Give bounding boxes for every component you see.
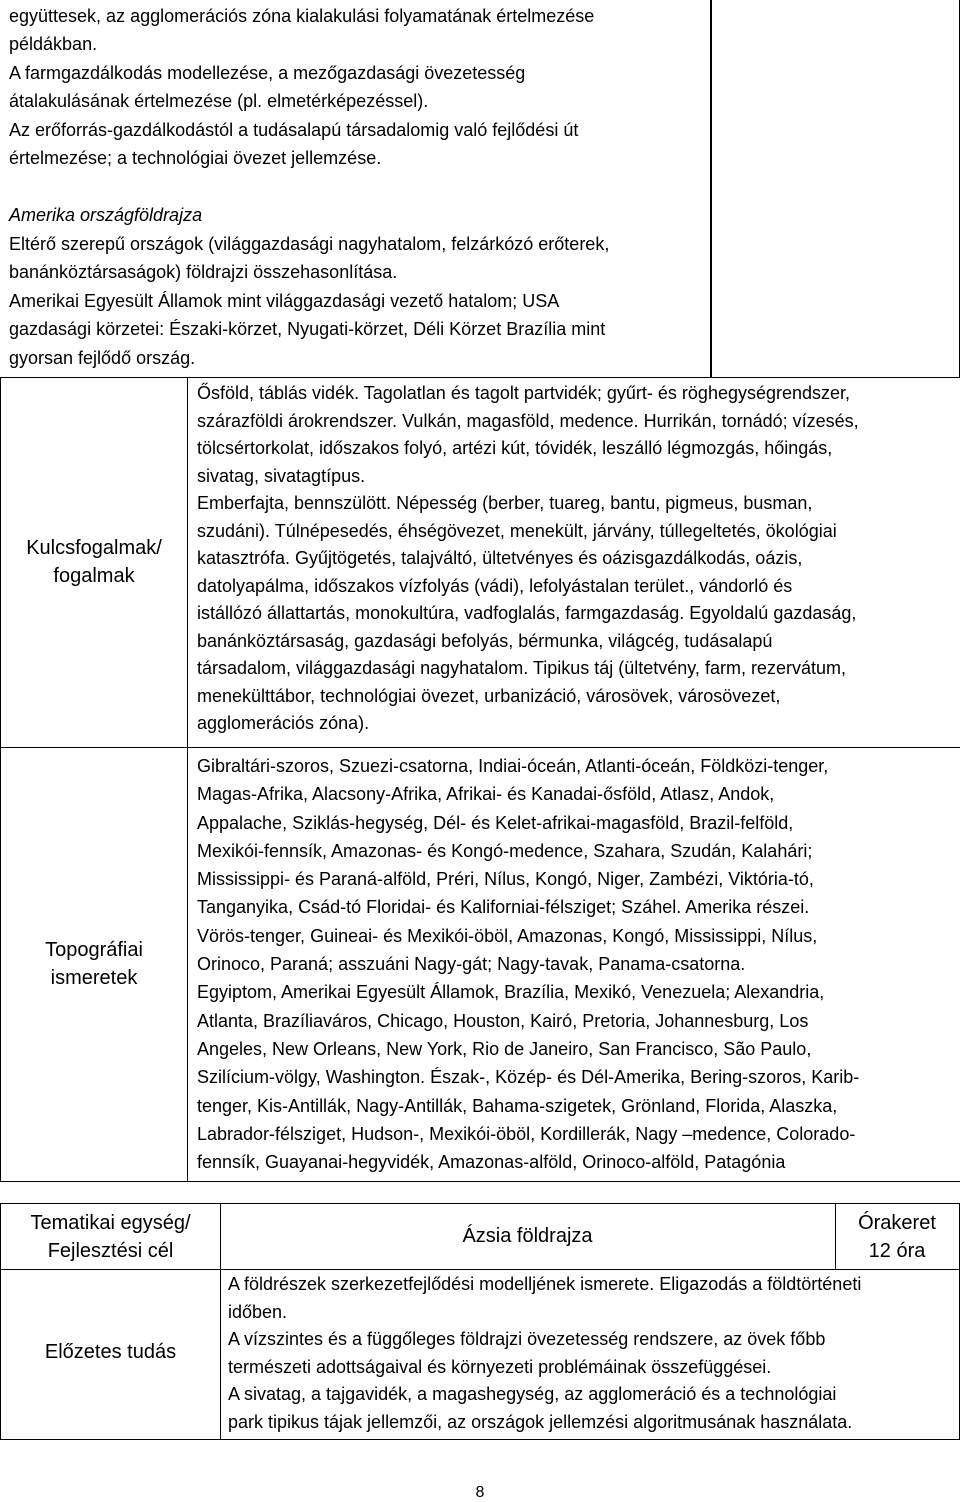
kulcs-line: Emberfajta, bennszülött. Népesség (berber, tuareg, bantu, pigmeus, busman, [197, 493, 813, 513]
orakeret [834, 1209, 960, 1265]
topo-line: fennsík, Guayanai-hegyvidék, Amazonas-alföld, Orinoco-alföld, Patagónia [197, 1152, 786, 1173]
elozetes-line: természeti adottságaival és környezeti problémáinak összefüggései. [228, 1356, 772, 1377]
kulcs-line: katasztrófa. Gyűjtögetés, talajváltó, ültetvényes és oázisgazdálkodás, oázis, [197, 548, 803, 568]
elozetes-line: park tipikus tájak jellemzői, az országok jellemzési algoritmusának használata. [228, 1411, 853, 1432]
topo-line: Atlanta, Brazíliaváros, Chicago, Houston, Kairó, Pretoria, Johannesburg, Los [197, 1010, 809, 1031]
kulcsfogalmak-label-line2: fogalmak [53, 565, 135, 587]
kulcsfogalmak-label [0, 534, 188, 590]
tematikai-label-line2: Fejlesztési cél [47, 1240, 174, 1262]
topografiai-label [0, 936, 188, 992]
topo-line: Szilícium-völgy, Washington. Észak-, Közép- és Dél-Amerika, Bering-szoros, Karib- [197, 1067, 860, 1088]
elozetes-text [228, 1271, 956, 1436]
top-line-3: A farmgazdálkodás modellezése, a mezőgazdasági övezetesség [9, 63, 526, 83]
kulcsfogalmak-text [197, 380, 957, 738]
elozetes-line: A sivatag, a tajgavidék, a magashegység, az agglomeráció és a technológiai [228, 1384, 837, 1404]
topografiai-text [197, 752, 957, 1176]
elozetes-line: időben. [228, 1301, 288, 1322]
topo-line: Tanganyika, Csád-tó Floridai- és Kaliforniai-félsziget; Száhel. Amerika részei. [197, 897, 810, 918]
top-line-4: átalakulásának értelmezése (pl. elmetérképezéssel). [9, 91, 429, 111]
topo-line: Vörös-tenger, Guineai- és Mexikói-öböl, Amazonas, Kongó, Mississippi, Nílus, [197, 925, 818, 946]
page-number: 8 [475, 1484, 485, 1501]
top-line-8: banánköztársaságok) földrajzi összehasonlítása. [9, 262, 398, 282]
top-line-1: együttesek, az agglomerációs zóna kialakulási folyamatának értelmezése [9, 6, 595, 26]
top-line-6: értelmezése; a technológiai övezet jellemzése. [9, 148, 382, 168]
topografiai-label-line2: ismeretek [50, 967, 138, 989]
topo-line: Magas-Afrika, Alacsony-Afrika, Afrikai- és Kanadai-ősföld, Atlasz, Andok, [197, 784, 775, 805]
unit-title: Ázsia földrajza [462, 1225, 593, 1247]
tematikai-label [0, 1209, 221, 1265]
topo-line: Appalache, Sziklás-hegység, Dél- és Kelet-afrikai-magasföld, Brazil-felföld, [197, 812, 794, 833]
tematikai-label-line1: Tematikai egység/ [30, 1212, 191, 1234]
top-right-empty-cell [710, 0, 960, 378]
kulcs-line: szárazföldi árokrendszer. Vulkán, magasföld, medence. Hurrikán, tornádó; vízesés, [197, 410, 859, 431]
top-line-10: gazdasági körzetei: Északi-körzet, Nyugati-körzet, Déli Körzet Brazília mint [9, 319, 606, 339]
elozetes-line: A vízszintes és a függőleges földrajzi övezetesség rendszere, az övek főbb [228, 1329, 826, 1349]
top-line-2: példákban. [9, 34, 98, 54]
kulcsfogalmak-label-line1: Kulcsfogalmak/ [26, 537, 162, 559]
topografiai-label-line1: Topográfiai [45, 939, 143, 961]
kulcs-line: banánköztársaság, gazdasági befolyás, bérmunka, világcég, tudásalapú [197, 630, 773, 651]
topo-line: Gibraltári-szoros, Szuezi-csatorna, Indiai-óceán, Atlanti-óceán, Földközi-tenger, [197, 756, 829, 776]
kulcs-line: tölcsértorkolat, időszakos folyó, artézi kút, tóvidék, leszálló légmozgás, hőingás, [197, 438, 833, 458]
topo-line: Mississippi- és Paraná-alföld, Préri, Nílus, Kongó, Niger, Zambézi, Viktória-tó, [197, 869, 814, 890]
topo-line: Mexikói-fennsík, Amazonas- és Kongó-medence, Szahara, Szudán, Kalahári; [197, 840, 813, 861]
kulcs-line: datolyapálma, időszakos vízfolyás (vádi), lefolyástalan terület., vándorló és [197, 575, 793, 596]
kulcs-line: sivatag, sivatagtípus. [197, 465, 366, 486]
top-line-7: Eltérő szerepű országok (világgazdasági nagyhatalom, felzárkózó erőterek, [9, 234, 610, 254]
topo-line: Labrador-félsziget, Hudson-, Mexikói-öböl, Kordillerák, Nagy –medence, Colorado- [197, 1123, 856, 1144]
top-line-5: Az erőforrás-gazdálkodástól a tudásalapú társadalomig való fejlődési út [9, 120, 579, 140]
topo-line: Egyiptom, Amerikai Egyesült Államok, Brazília, Mexikó, Venezuela; Alexandria, [197, 982, 825, 1003]
topo-line: Angeles, New Orleans, New York, Rio de Janeiro, San Francisco, São Paulo, [197, 1038, 812, 1059]
kulcs-line: társadalom, világgazdasági nagyhatalom. Tipikus táj (ültetvény, farm, rezervátum, [197, 658, 846, 678]
top-line-9: Amerikai Egyesült Államok mint világgazdasági vezető hatalom; USA [9, 291, 560, 311]
elozetes-line: A földrészek szerkezetfejlődési modelljének ismerete. Eligazodás a földtörténeti [228, 1274, 862, 1294]
top-line-11: gyorsan fejlődő ország. [9, 348, 196, 368]
orakeret-label: Órakeret [858, 1212, 936, 1234]
kulcs-line: menekülttábor, technológiai övezet, urbanizáció, városövek, városövezet, [197, 685, 781, 706]
kulcs-line: istállózó állattartás, monokultúra, vadfoglalás, farmgazdaság. Egyoldalú gazdaság, [197, 603, 857, 623]
topo-line: Orinoco, Paraná; asszuáni Nagy-gát; Nagy-tavak, Panama-csatorna. [197, 954, 746, 975]
topo-line: tenger, Kis-Antillák, Nagy-Antillák, Bahama-szigetek, Grönland, Florida, Alaszka, [197, 1095, 838, 1116]
section-subtitle: Amerika országföldrajza [9, 205, 203, 225]
kulcs-line: agglomerációs zóna). [197, 713, 370, 733]
kulcs-line: szudáni). Túlnépesedés, éhségövezet, menekült, járvány, túllegeltetés, ökológiai [197, 520, 837, 541]
kulcs-line: Ősföld, táblás vidék. Tagolatlan és tagolt partvidék; gyűrt- és röghegységrendszer, [197, 383, 851, 403]
elozetes-label: Előzetes tudás [44, 1341, 177, 1363]
orakeret-value: 12 óra [868, 1240, 926, 1262]
